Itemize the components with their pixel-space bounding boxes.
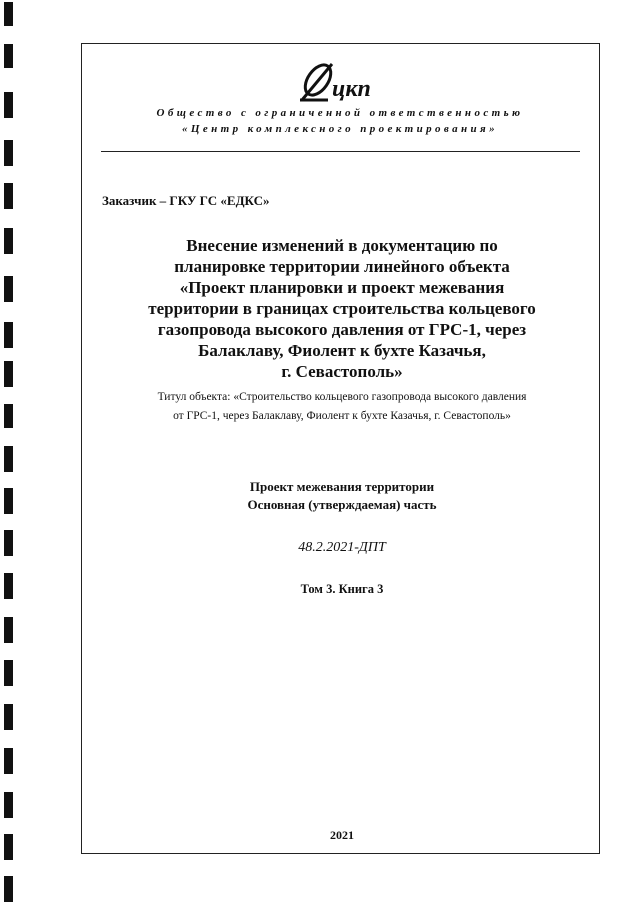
title-line: территории в границах строительства кольцевого [148, 299, 536, 318]
ckp-logo-icon [296, 58, 376, 104]
page-frame [81, 43, 600, 854]
section-line: Проект межевания территории [249, 479, 435, 494]
section-title [100, 478, 584, 514]
object-title [100, 388, 584, 426]
subtitle-line: от ГРС-1, через Балаклаву, Фиолент к бухте Казачья, г. Севастополь» [173, 410, 511, 422]
year-label: 2021 [330, 828, 354, 842]
title-line: «Проект планировки и проект межевания [179, 278, 505, 297]
subtitle-line: Титул объекта: «Строительство кольцевого газопровода высокого давления [157, 391, 527, 403]
customer-label: Заказчик – ГКУ ГС «ЕДКС» [102, 193, 270, 208]
document-code: 48.2.2021-ДПТ [298, 540, 386, 555]
title-line: газопровода высокого давления от ГРС-1, через [157, 320, 527, 339]
document-title [100, 235, 584, 382]
org-name-line-2: «Центр комплексного проектирования» [181, 123, 499, 135]
section-line: Основная (утверждаемая) часть [247, 497, 437, 512]
org-name-line-1: Общество с ограниченной ответственностью [156, 107, 524, 119]
svg-text:цкп: цкп [332, 76, 371, 102]
volume-label: Том 3. Книга 3 [300, 582, 384, 596]
title-line: планировке территории линейного объекта [174, 257, 510, 276]
title-line: Балаклаву, Фиолент к бухте Казачья, [198, 341, 486, 360]
title-line: г. Севастополь» [281, 362, 403, 381]
title-line: Внесение изменений в документацию по [186, 236, 498, 255]
header-divider [101, 151, 580, 152]
